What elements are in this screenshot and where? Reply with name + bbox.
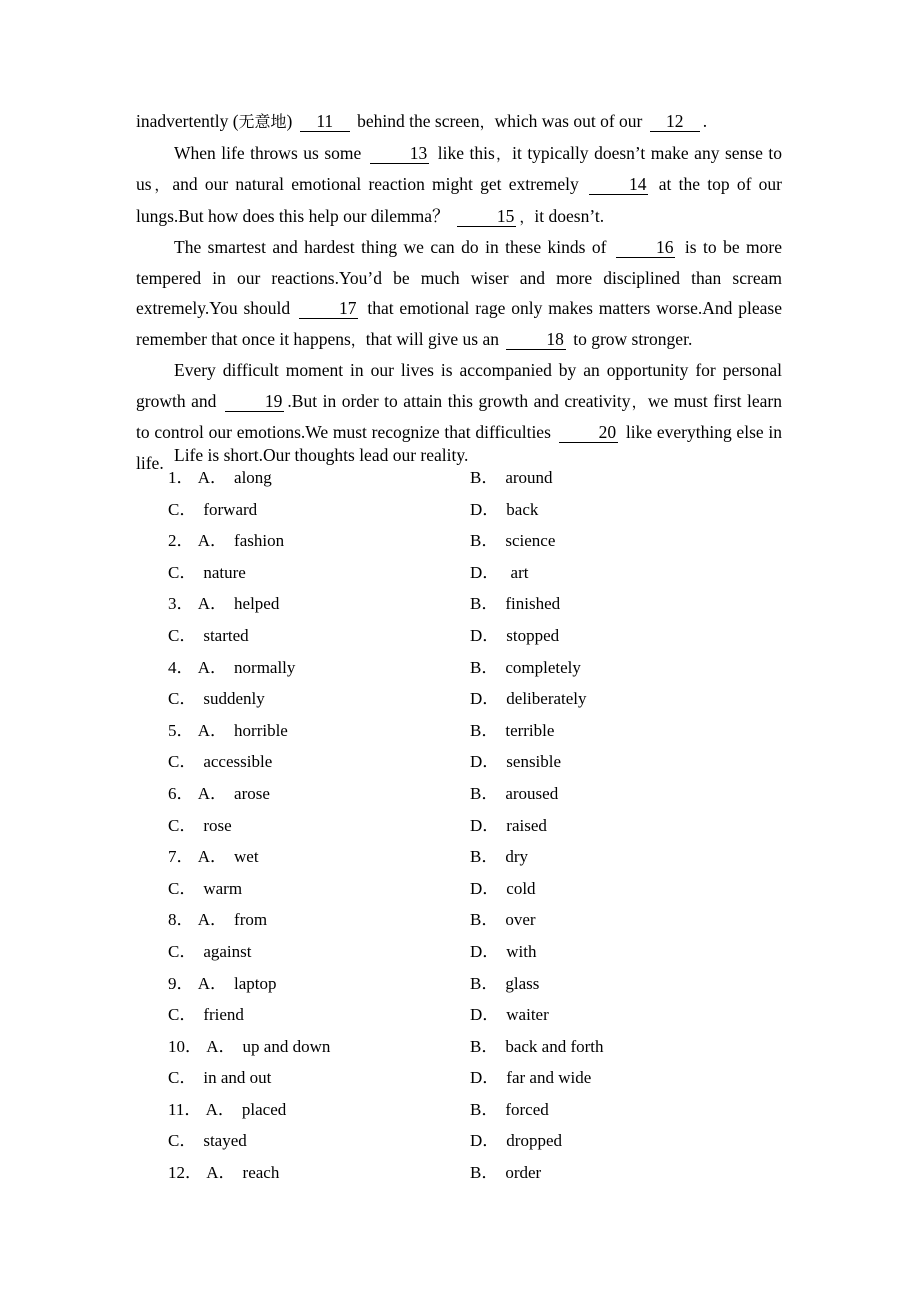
passage-text: that will give us an bbox=[365, 328, 504, 349]
question-number: 6． bbox=[168, 783, 194, 803]
option-letter: B． bbox=[470, 594, 499, 614]
option-letter: A． bbox=[197, 910, 228, 930]
option-cell-left[interactable] bbox=[168, 1031, 330, 1063]
option-letter: D． bbox=[470, 1131, 500, 1151]
option-letter: B． bbox=[470, 1163, 499, 1183]
option-text: finished bbox=[505, 594, 561, 614]
option-row bbox=[168, 620, 768, 652]
cjk-comma: ， bbox=[519, 207, 535, 226]
option-row bbox=[168, 494, 768, 526]
option-letter: D． bbox=[470, 689, 500, 709]
option-letter: C． bbox=[168, 1005, 197, 1025]
cjk-comma: ， bbox=[151, 176, 173, 194]
option-cell-left[interactable] bbox=[168, 1062, 271, 1094]
option-cell-left[interactable] bbox=[168, 1094, 286, 1126]
option-cell-right[interactable] bbox=[470, 1094, 549, 1126]
option-letter: D． bbox=[470, 878, 500, 898]
question-number: 5． bbox=[168, 720, 194, 740]
option-letter: B． bbox=[470, 531, 499, 551]
passage-text: to grow stronger. bbox=[568, 328, 693, 349]
option-text: wet bbox=[234, 847, 259, 867]
option-cell-right[interactable] bbox=[470, 1062, 591, 1094]
option-letter: D． bbox=[470, 752, 500, 772]
option-row bbox=[168, 652, 768, 684]
option-row bbox=[168, 1031, 768, 1063]
option-cell-left[interactable] bbox=[168, 715, 288, 747]
option-text: friend bbox=[203, 1005, 244, 1025]
passage-text: it doesn’t. bbox=[534, 205, 605, 226]
option-text: started bbox=[203, 625, 249, 645]
passage-text: . bbox=[702, 111, 708, 131]
option-letter: A． bbox=[197, 531, 228, 551]
passage-paragraph bbox=[136, 138, 782, 233]
option-letter: C． bbox=[168, 499, 197, 519]
option-cell-left[interactable] bbox=[168, 904, 267, 936]
option-cell-right[interactable] bbox=[470, 810, 547, 842]
option-letter: B． bbox=[470, 847, 499, 867]
option-cell-left[interactable] bbox=[168, 778, 270, 810]
option-cell-right[interactable] bbox=[470, 557, 528, 589]
option-row bbox=[168, 841, 768, 873]
option-row bbox=[168, 904, 768, 936]
option-text: deliberately bbox=[506, 689, 587, 709]
option-letter: C． bbox=[168, 562, 197, 582]
option-letter: D． bbox=[470, 1005, 500, 1025]
option-row bbox=[168, 525, 768, 557]
option-text: reach bbox=[242, 1163, 280, 1183]
option-text: forward bbox=[203, 499, 258, 519]
option-letter: A． bbox=[197, 783, 228, 803]
option-row bbox=[168, 999, 768, 1031]
option-cell-left[interactable] bbox=[168, 620, 249, 652]
cjk-comma: ， bbox=[479, 113, 495, 131]
option-letter: C． bbox=[168, 878, 197, 898]
option-letter: B． bbox=[470, 720, 499, 740]
option-cell-right[interactable] bbox=[470, 715, 554, 747]
option-cell-right[interactable] bbox=[470, 652, 581, 684]
option-text: dry bbox=[505, 847, 529, 867]
option-row bbox=[168, 462, 768, 494]
answer-blank-15[interactable]: 15 bbox=[457, 206, 517, 227]
answer-blank-16[interactable]: 16 bbox=[616, 237, 676, 258]
option-letter: A． bbox=[197, 594, 228, 614]
option-cell-right[interactable] bbox=[470, 1157, 541, 1189]
passage-text: The smartest and hardest thing we can do in these kinds of bbox=[174, 237, 613, 257]
option-letter: C． bbox=[168, 1131, 197, 1151]
option-text: from bbox=[234, 910, 268, 930]
option-cell-left[interactable] bbox=[168, 873, 242, 905]
option-letter: C． bbox=[168, 689, 197, 709]
option-cell-right[interactable] bbox=[470, 683, 587, 715]
option-row bbox=[168, 936, 768, 968]
option-text: stopped bbox=[506, 625, 560, 645]
option-letter: A． bbox=[197, 468, 228, 487]
option-cell-left[interactable] bbox=[168, 999, 244, 1031]
option-text: completely bbox=[505, 657, 581, 677]
option-letter: C． bbox=[168, 752, 197, 772]
option-cell-right[interactable] bbox=[470, 778, 558, 810]
cjk-comma: ， bbox=[350, 330, 366, 349]
option-cell-left[interactable] bbox=[168, 746, 272, 778]
option-letter: B． bbox=[470, 1099, 499, 1119]
option-row bbox=[168, 1125, 768, 1157]
option-letter: D． bbox=[470, 815, 500, 835]
option-row bbox=[168, 683, 768, 715]
cjk-comma: ， bbox=[494, 144, 513, 163]
option-text: in and out bbox=[203, 1068, 272, 1088]
multiple-choice-list bbox=[168, 462, 768, 1189]
answer-blank-18[interactable]: 18 bbox=[506, 329, 566, 350]
option-cell-right[interactable] bbox=[470, 841, 528, 873]
passage-paragraph bbox=[136, 106, 782, 138]
passage-text: When life throws us some bbox=[174, 142, 367, 163]
option-cell-left[interactable] bbox=[168, 557, 246, 589]
option-text: art bbox=[506, 562, 529, 582]
option-letter: A． bbox=[197, 973, 228, 993]
option-text: rose bbox=[203, 815, 232, 835]
passage-text: that emotional rage only makes matters worse.And please remember that once it happens bbox=[136, 298, 783, 349]
option-row bbox=[168, 873, 768, 905]
passage-text: and our natural emotional reaction might get extremely bbox=[172, 174, 586, 194]
option-row bbox=[168, 715, 768, 747]
question-number: 1． bbox=[168, 468, 194, 487]
option-cell-left[interactable] bbox=[168, 1125, 247, 1157]
passage-text: like this bbox=[432, 142, 495, 163]
option-cell-right[interactable] bbox=[470, 936, 537, 968]
passage-text: ) bbox=[286, 111, 297, 131]
passage-text: which was out of our bbox=[494, 111, 647, 131]
option-letter: A． bbox=[197, 657, 228, 677]
answer-blank-13[interactable]: 13 bbox=[370, 143, 430, 164]
option-cell-right[interactable] bbox=[470, 1125, 562, 1157]
cjk-comma: ， bbox=[630, 392, 648, 411]
option-cell-right[interactable] bbox=[470, 462, 553, 494]
option-cell-left[interactable] bbox=[168, 841, 259, 873]
option-row bbox=[168, 1094, 768, 1126]
option-row bbox=[168, 588, 768, 620]
option-text: stayed bbox=[203, 1131, 247, 1151]
option-letter: A． bbox=[205, 1099, 235, 1119]
option-text: waiter bbox=[506, 1005, 549, 1025]
option-letter: B． bbox=[470, 783, 499, 803]
option-letter: C． bbox=[168, 815, 197, 835]
option-cell-right[interactable] bbox=[470, 746, 561, 778]
option-text: glass bbox=[505, 973, 540, 993]
passage-text: we must first learn to control our emotions.We must recognize that difficulties bbox=[136, 390, 782, 442]
option-row bbox=[168, 778, 768, 810]
option-row bbox=[168, 1157, 768, 1189]
question-number: 8． bbox=[168, 910, 194, 930]
passage-closing-line: Life is short.Our thoughts lead our reality. bbox=[174, 445, 469, 465]
option-text: order bbox=[505, 1163, 542, 1183]
passage-text: behind the screen bbox=[352, 111, 480, 131]
option-letter: D． bbox=[470, 562, 500, 582]
question-number: 3． bbox=[168, 594, 194, 614]
option-text: terrible bbox=[505, 720, 555, 740]
passage-body bbox=[136, 106, 782, 478]
option-text: around bbox=[505, 468, 553, 487]
option-cell-left[interactable] bbox=[168, 810, 232, 842]
chinese-gloss: 无意地 bbox=[238, 112, 287, 131]
question-number: 11． bbox=[168, 1099, 202, 1119]
option-cell-left[interactable] bbox=[168, 588, 279, 620]
answer-blank-17[interactable]: 17 bbox=[299, 298, 359, 319]
option-row bbox=[168, 810, 768, 842]
option-text: laptop bbox=[234, 973, 277, 993]
question-number: 9． bbox=[168, 973, 194, 993]
option-text: fashion bbox=[234, 531, 285, 551]
option-cell-left[interactable] bbox=[168, 494, 257, 526]
option-letter: C． bbox=[168, 941, 197, 961]
option-cell-right[interactable] bbox=[470, 873, 536, 905]
answer-blank-20[interactable]: 20 bbox=[559, 422, 619, 443]
option-text: up and down bbox=[242, 1036, 331, 1056]
option-letter: D． bbox=[470, 625, 500, 645]
option-text: accessible bbox=[203, 752, 273, 772]
option-letter: B． bbox=[470, 1036, 499, 1056]
option-text: dropped bbox=[506, 1131, 562, 1151]
answer-blank-14[interactable]: 14 bbox=[589, 174, 649, 195]
option-letter: B． bbox=[470, 657, 499, 677]
option-text: horrible bbox=[234, 720, 288, 740]
answer-blank-11[interactable]: 11 bbox=[300, 111, 350, 132]
option-letter: A． bbox=[197, 720, 228, 740]
option-cell-right[interactable] bbox=[470, 494, 538, 526]
option-letter: D． bbox=[470, 941, 500, 961]
option-text: raised bbox=[506, 815, 547, 835]
option-text: along bbox=[234, 468, 272, 487]
option-cell-left[interactable] bbox=[168, 462, 272, 494]
passage-text: it typically doesn’t make any sense to us bbox=[136, 142, 782, 194]
option-cell-left[interactable] bbox=[168, 652, 295, 684]
option-cell-left[interactable] bbox=[168, 968, 277, 1000]
passage-text: is to be more tempered in our reactions.You’d be much wiser and more disciplined than scream extremely.You should bbox=[136, 237, 783, 318]
question-number: 2． bbox=[168, 531, 194, 551]
option-text: suddenly bbox=[203, 689, 265, 709]
option-cell-left[interactable] bbox=[168, 936, 252, 968]
question-number: 7． bbox=[168, 847, 194, 867]
option-letter: D． bbox=[470, 499, 500, 519]
option-cell-right[interactable] bbox=[470, 620, 559, 652]
option-text: over bbox=[505, 910, 536, 930]
option-row bbox=[168, 746, 768, 778]
option-text: arose bbox=[234, 783, 270, 803]
option-letter: B． bbox=[470, 910, 499, 930]
passage-text: like everything else in life. bbox=[136, 422, 782, 473]
option-cell-right[interactable] bbox=[470, 904, 536, 936]
option-row bbox=[168, 968, 768, 1000]
option-text: science bbox=[505, 531, 556, 551]
option-letter: A． bbox=[206, 1163, 236, 1183]
option-cell-right[interactable] bbox=[470, 1031, 604, 1063]
option-cell-right[interactable] bbox=[470, 525, 555, 557]
option-letter: C． bbox=[168, 1068, 197, 1088]
passage-text: inadvertently ( bbox=[136, 111, 239, 131]
option-letter: B． bbox=[470, 973, 499, 993]
option-cell-right[interactable] bbox=[470, 588, 560, 620]
option-text: far and wide bbox=[506, 1068, 592, 1088]
option-text: aroused bbox=[505, 783, 559, 803]
option-text: warm bbox=[203, 878, 243, 898]
option-row bbox=[168, 557, 768, 589]
option-text: against bbox=[203, 941, 252, 961]
option-text: normally bbox=[234, 657, 296, 677]
option-cell-right[interactable] bbox=[470, 968, 539, 1000]
option-letter: B． bbox=[470, 468, 499, 487]
passage-paragraph bbox=[136, 232, 782, 355]
option-text: back bbox=[506, 499, 539, 519]
option-letter: C． bbox=[168, 625, 197, 645]
option-text: helped bbox=[234, 594, 280, 614]
option-cell-left[interactable] bbox=[168, 525, 284, 557]
passage-text: at the top of our lungs.But how does this help our dilemma？ bbox=[136, 174, 782, 226]
question-number: 12． bbox=[168, 1163, 202, 1183]
option-letter: A． bbox=[206, 1036, 236, 1056]
option-letter: D． bbox=[470, 1068, 500, 1088]
passage-text: .But in order to attain this growth and creativity bbox=[287, 390, 631, 411]
option-text: with bbox=[506, 941, 537, 961]
option-text: cold bbox=[506, 878, 536, 898]
option-cell-right[interactable] bbox=[470, 999, 549, 1031]
option-text: placed bbox=[241, 1099, 287, 1119]
option-letter: A． bbox=[197, 847, 228, 867]
option-text: sensible bbox=[506, 752, 562, 772]
question-number: 4． bbox=[168, 657, 194, 677]
question-number: 10． bbox=[168, 1036, 202, 1056]
option-cell-left[interactable] bbox=[168, 1157, 279, 1189]
answer-blank-12[interactable]: 12 bbox=[650, 111, 700, 132]
answer-blank-19[interactable]: 19 bbox=[225, 391, 285, 412]
option-text: nature bbox=[203, 562, 246, 582]
passage-text: Every difficult moment in our lives is accompanied by an opportunity for personal growth and bbox=[136, 360, 782, 411]
option-text: back and forth bbox=[505, 1036, 604, 1056]
option-row bbox=[168, 1062, 768, 1094]
option-text: forced bbox=[505, 1099, 549, 1119]
option-cell-left[interactable] bbox=[168, 683, 265, 715]
